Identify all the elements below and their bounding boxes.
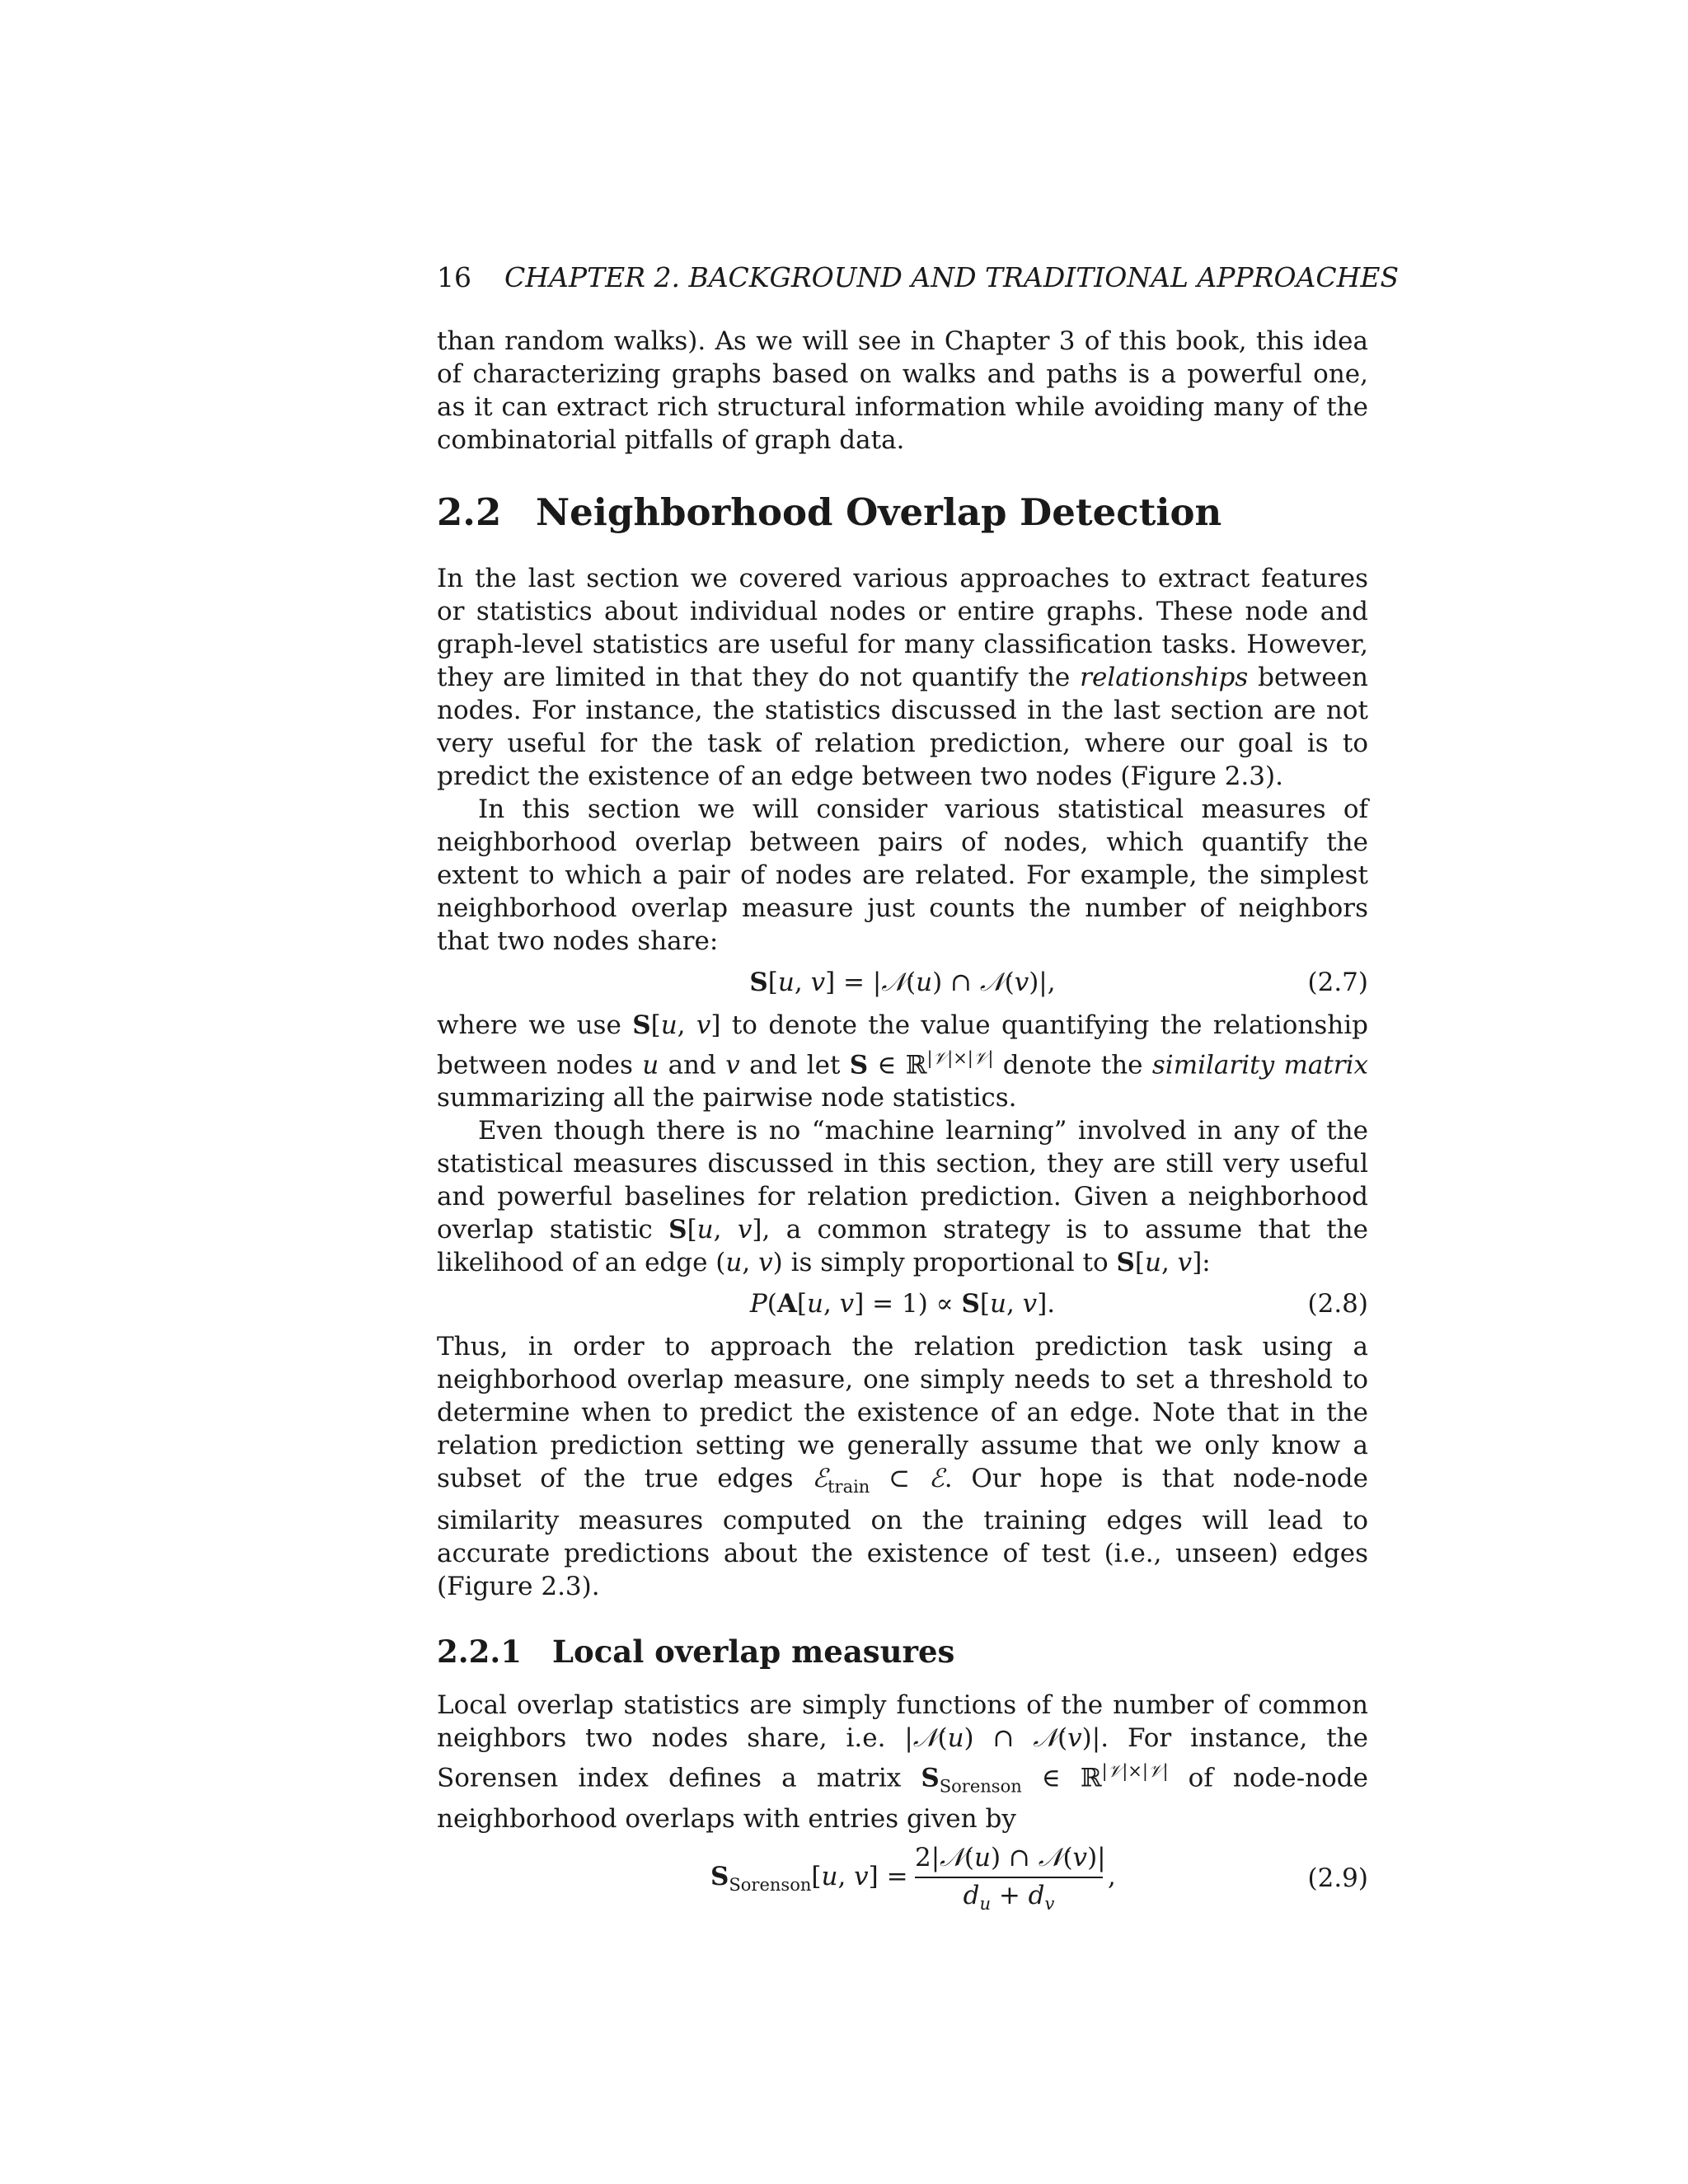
paragraph-where-we-use: where we use S[u, v] to denote the value quantifying the relationship between nodes u and v and let S ∈ ℝ$^{|𝒱|\times|𝒱|}$ denote the similarity matrix summarizing all the pairwise node statistics. [437,1010,1368,1113]
equation-body: S[u, v] = |𝒩(u) ∩ 𝒩(v)|, [749,968,1056,997]
equation-number: (2.8) [1307,1289,1368,1319]
page-content [437,255,1400,1921]
equation-2-9: $S_{Sorenson}[u$, v] = 2|𝒩(u) ∩ 𝒩(v)| $d_u + d_v$ , (2.9) [437,1839,1368,1918]
emphasis-relationships: relationships [1080,663,1249,692]
subsection-heading-2-2-1 [437,1631,1368,1672]
page-number: 16 [437,261,471,293]
equation-2-8 [437,1282,1368,1327]
fraction-bar [915,1877,1103,1878]
running-header [437,255,1400,300]
emphasis-similarity-matrix: similarity matrix [1151,1050,1368,1080]
subsection-number: 2.2.1 [437,1633,522,1670]
equation-2-7 [437,961,1368,1005]
subsection-title: Local overlap measures [552,1633,955,1670]
paragraph-intro: than random walks). As we will see in Chapter 3 of this book, this idea of characterizing graphs based on walks and paths is a powerful one, as it can extract rich structural information while avoiding many of the combinatorial pitfalls of graph data. [437,326,1368,455]
equation-lhs: $S_{Sorenson}[u$, v] = [710,1862,908,1896]
equation-body: P(A[u, v] = 1) ∝ S[u, v]. [749,1289,1056,1319]
section-number: 2.2 [437,490,502,534]
section-heading-2-2 [437,488,1368,537]
equation-number: (2.9) [1307,1863,1368,1894]
paragraph-thus: Thus, in order to approach the relation prediction task using a neighborhood overlap measure, one simply needs to set a threshold to determine when to predict the existence of an edge. Note that in the relation prediction setting we generally assume that we only know a subset of the true edges ℰ$_{train}$ ⊂ ℰ. Our hope is that node-node similarity measures computed on the training edges will lead to accurate predictions about the existence of test (i.e., unseen) edges (Figure 2.3). [437,1332,1368,1601]
paragraph-this-section: In this section we will consider various statistical measures of neighborhood overlap between pairs of nodes, which quantify the extent to which a pair of nodes are related. For example, the simplest neighborhood overlap measure just counts the number of neighbors that two nodes share: [437,794,1368,956]
paragraph-local-overlap: Local overlap statistics are simply functions of the number of common neighbors two nodes share, i.e. |𝒩(u) ∩ 𝒩(v)|. For instance, the Sorensen index defines a matrix $S_{Sorenson}$ ∈ ℝ$^{|𝒱|\times|𝒱|}$ of node-node neighborhood overlaps with entries given by [437,1690,1368,1835]
paragraph-even-though: Even though there is no “machine learning” involved in any of the statistical measures discussed in this section, they are still very useful and powerful baselines for relation prediction. Given a neighborhood overlap statistic S[u, v], a common strategy is to assume that the likelihood of an edge (u, v) is simply proportional to S[u, v]: [437,1116,1368,1278]
paragraph-last-section: In the last section we covered various approaches to extract features or statistics about individual nodes or entire graphs. These node and graph-level statistics are useful for many classification tasks. However, they are limited in that they do not quantify the relationships between nodes. For instance, the statistics discussed in the last section are not very useful for the task of relation prediction, where our goal is to predict the existence of an edge between two nodes (Figure 2.3). [437,564,1369,791]
section-title: Neighborhood Overlap Detection [536,490,1222,534]
fraction-denominator: $d_u + d_v$ [963,1881,1055,1915]
chapter-title: CHAPTER 2. BACKGROUND AND TRADITIONAL APPROACHES [504,261,1400,293]
equation-number: (2.7) [1307,968,1368,997]
fraction-numerator: 2|𝒩(u) ∩ 𝒩(v)| [915,1843,1106,1873]
